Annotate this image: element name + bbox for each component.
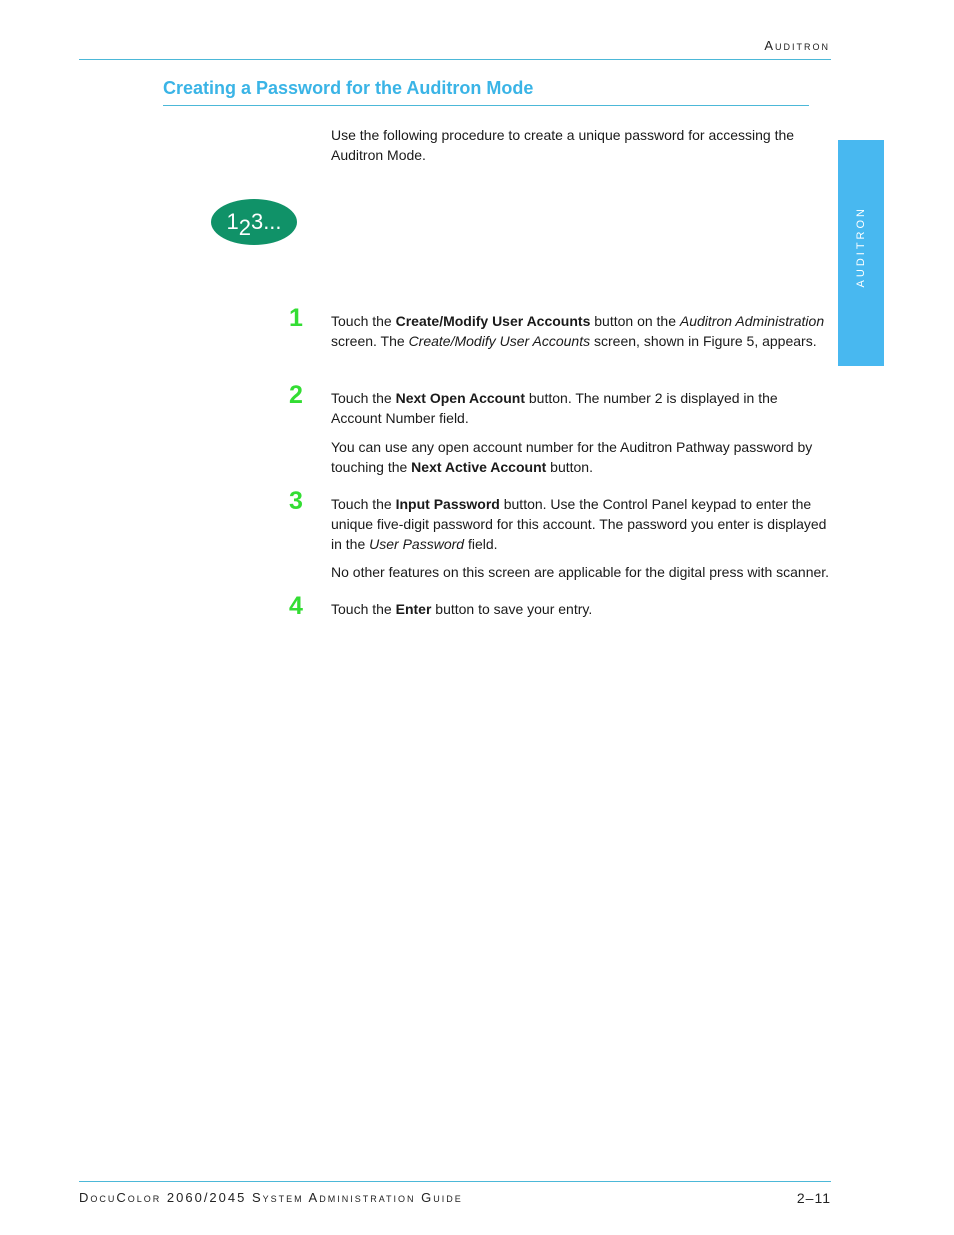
running-head: Auditron	[764, 38, 830, 53]
step-text-run: field.	[464, 536, 498, 552]
step-text	[331, 599, 831, 619]
procedure-steps-icon	[211, 199, 297, 245]
step-text-run: Touch the	[331, 313, 396, 329]
step-text-run: screen, shown in Figure 5, appears.	[590, 333, 817, 349]
step-text-italic: Create/Modify User Accounts	[408, 333, 591, 349]
step-text-bold: Input Password	[395, 496, 500, 512]
step-note-run: button.	[546, 459, 593, 475]
step-note-run: You can use any open account number for the Auditron Pathway password by touching the	[331, 439, 813, 475]
step-text-italic: User Password	[369, 536, 465, 552]
step-text-run: button on the	[590, 313, 680, 329]
procedure-icon-digit-2: 2	[238, 215, 251, 240]
step-number: 3	[289, 487, 303, 515]
step-text-run: button to save your entry.	[431, 601, 593, 617]
page-number: 2–11	[796, 1190, 831, 1206]
step-text-run: Touch the	[331, 390, 396, 406]
step-text-run: button. The number 2 is displayed in the Account Number field.	[331, 390, 778, 426]
step-text-run: button. Use the Control Panel keypad to enter the unique five-digit password for this account. The password you enter is displayed in the	[331, 496, 827, 552]
step-note-bold: Next Active Account	[411, 459, 547, 475]
header-rule	[79, 59, 831, 60]
procedure-icon-digit-1: 1	[226, 209, 239, 234]
step-text-bold: Next Open Account	[395, 390, 525, 406]
step-text-run: screen. The	[331, 333, 409, 349]
step-number: 1	[289, 304, 303, 332]
title-rule	[163, 105, 809, 106]
footer-rule	[79, 1181, 831, 1182]
step-text-run: Touch the	[331, 601, 396, 617]
step-text-italic: Auditron Administration	[679, 313, 825, 329]
step-number: 2	[289, 381, 303, 409]
step-text	[331, 311, 831, 351]
side-tab-label: AUDITRON	[855, 206, 867, 288]
section-title: Creating a Password for the Auditron Mode	[163, 78, 534, 98]
step-note: No other features on this screen are applicable for the digital press with scanner.	[331, 564, 830, 580]
step-text	[331, 388, 831, 428]
step-text-bold: Enter	[395, 601, 432, 617]
procedure-icon-digit-3: 3...	[250, 209, 282, 234]
step-text-run: Touch the	[331, 496, 396, 512]
intro-paragraph: Use the following procedure to create a unique password for accessing the Auditron Mode.	[331, 127, 795, 163]
step-number: 4	[289, 592, 303, 620]
step-note	[331, 437, 831, 477]
side-tab	[838, 140, 884, 366]
step-text	[331, 494, 831, 554]
footer-guide-title: DocuColor 2060/2045 System Administration Guide	[79, 1190, 463, 1205]
step-text-bold: Create/Modify User Accounts	[395, 313, 591, 329]
